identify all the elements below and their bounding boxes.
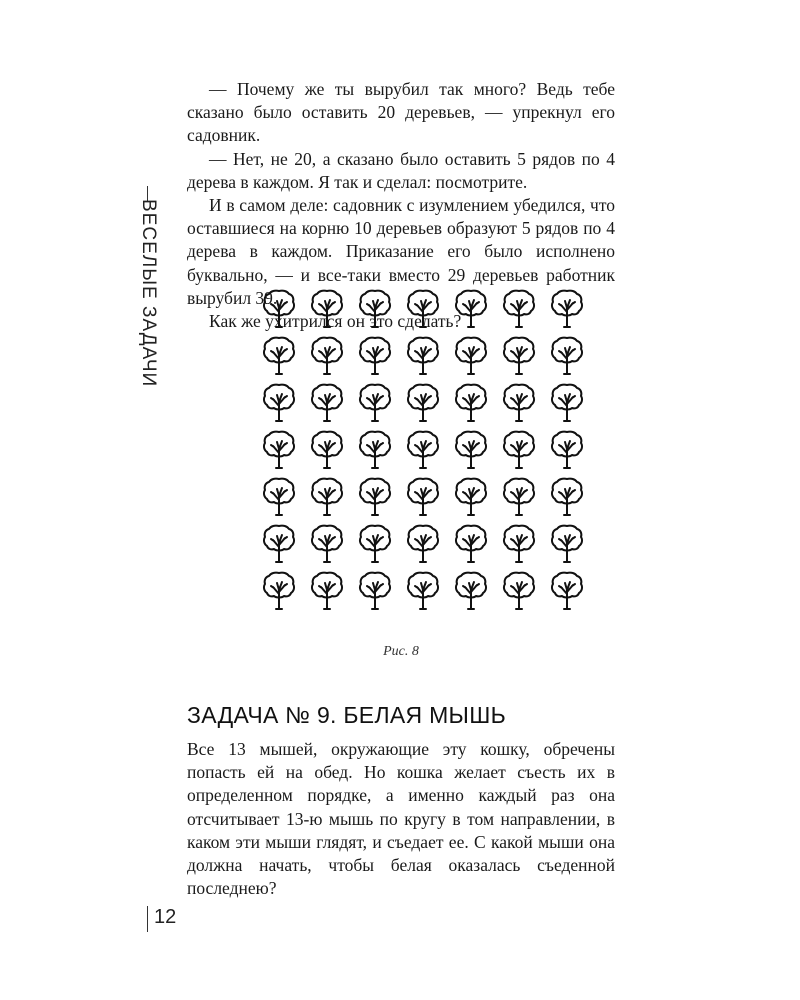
tree-icon [358,570,392,610]
tree-icon [406,570,440,610]
tree-icon [358,382,392,422]
tree-icon [502,429,536,469]
tree-icon [310,335,344,375]
tree-icon [406,476,440,516]
tree-icon [262,429,296,469]
paragraph: Все 13 мышей, окружающие эту кошку, обречены попасть ей на обед. Но кошка желает съесть их в определенном порядке, а именно каждый раз она отсчитывает 13-ю мышь по кругу в том направлении, в каком эти мыши глядят, и съедает ее. С какой мыши она должна начать, чтобы белая оказалась съеденной последнею? [187,739,615,899]
tree-icon [454,476,488,516]
paragraph: Как же ухитрился он это сделать? [209,311,462,332]
tree-icon [502,288,536,328]
tree-icon [358,523,392,563]
tree-icon [262,523,296,563]
tree-icon [262,570,296,610]
tree-icon [358,288,392,328]
tree-icon [454,523,488,563]
running-head: ВЕСЕЛЫЕ ЗАДАЧИ [138,199,159,388]
tree-icon [550,335,584,375]
tree-icon [406,335,440,375]
tree-icon [454,288,488,328]
tree-icon [502,382,536,422]
tree-icon [502,570,536,610]
tree-icon [358,476,392,516]
tree-icon [310,288,344,328]
tree-icon [502,335,536,375]
tree-icon [358,335,392,375]
tree-icon [454,335,488,375]
tree-icon [310,476,344,516]
section-title: ЗАДАЧА № 9. БЕЛАЯ МЫШЬ [187,702,506,728]
page-number-divider [147,906,148,932]
tree-icon [454,429,488,469]
tree-icon [550,570,584,610]
tree-icon [262,476,296,516]
tree-icon [406,429,440,469]
tree-icon [358,429,392,469]
tree-icon [550,382,584,422]
tree-icon [550,288,584,328]
tree-icon [550,523,584,563]
figure-caption: Рис. 8 [383,644,419,659]
tree-icon [454,570,488,610]
tree-grid-figure [262,288,598,618]
tree-icon [406,288,440,328]
tree-icon [550,476,584,516]
paragraph: — Нет, не 20, а сказано было оставить 5 рядов по 4 дерева в каждом. Я так и сделал: посмотрите. [187,148,615,192]
tree-icon [406,523,440,563]
tree-icon [550,429,584,469]
tree-icon [502,523,536,563]
tree-icon [406,382,440,422]
tree-icon [310,570,344,610]
tree-icon [262,335,296,375]
problem-text [187,738,615,900]
tree-icon [310,429,344,469]
tree-icon [310,523,344,563]
tree-icon [262,288,296,328]
tree-icon [262,382,296,422]
tree-icon [502,476,536,516]
paragraph: И в самом деле: садовник с изумлением убедился, что оставшиеся на корню 10 деревьев образуют 5 рядов по 4 дерева в каждом. Приказание его было исполнено буквально, — и все-таки вместо 29 деревьев работник вырубил 39. [187,195,615,308]
tree-icon [310,382,344,422]
page-number: 12 [154,906,177,928]
tree-icon [454,382,488,422]
paragraph: — Почему же ты вырубил так много? Ведь тебе сказано было оставить 20 деревьев, — упрекнул его садовник. [187,79,615,146]
